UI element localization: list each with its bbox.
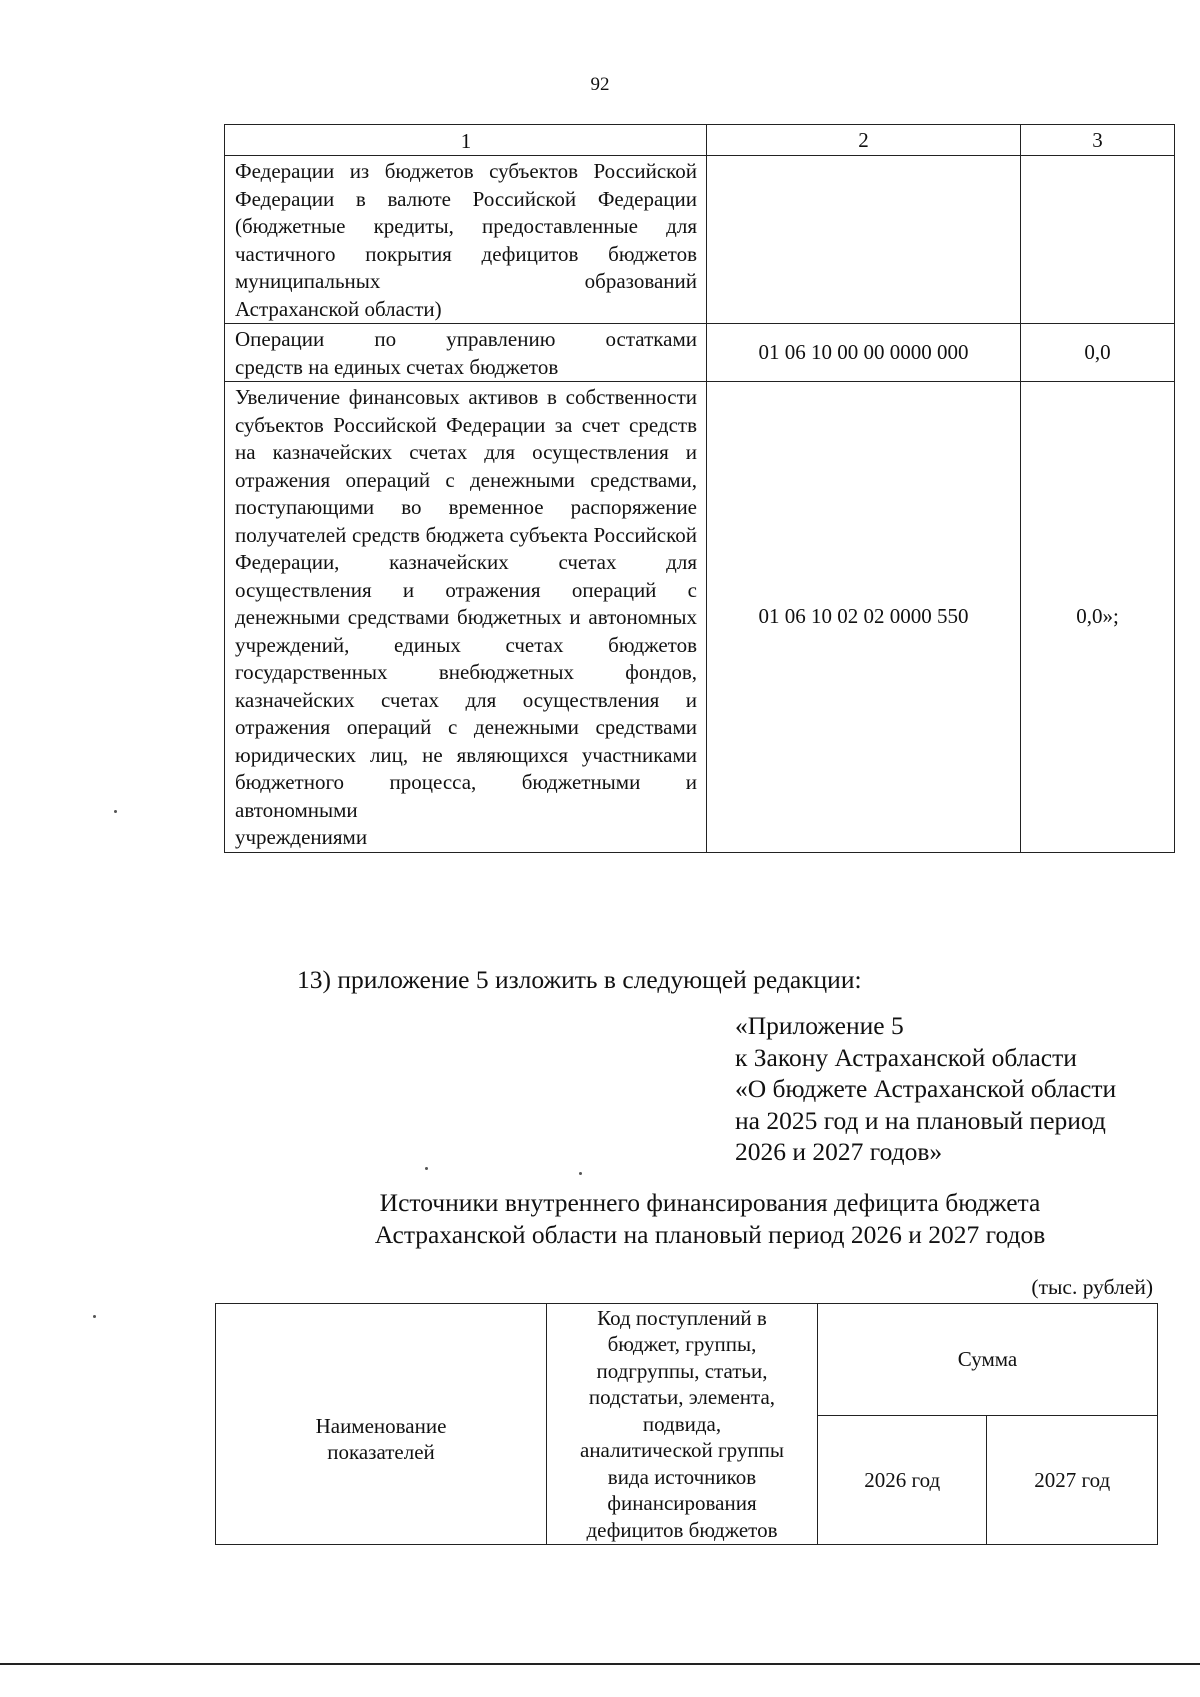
table-header-row — [225, 125, 1175, 156]
row-name-line: казначейских счетах для осуществления и — [235, 550, 697, 602]
row-name — [225, 324, 707, 382]
row-name-line: бюджета субъекта Российской Федерации, — [235, 522, 697, 574]
row-name-line: Увеличение финансовых активов в — [235, 385, 557, 409]
title-line: Астраханской области на плановый период 2026 и 2027 годов — [374, 1219, 1046, 1249]
row-name-line: казначейских счетах для осуществления и — [235, 687, 697, 712]
header-line: финансирования — [607, 1491, 757, 1516]
row-name-line: учреждениями — [235, 825, 368, 849]
header-line: вида источников — [607, 1464, 757, 1489]
header-line: бюджет, группы, — [607, 1332, 757, 1357]
appendix-line: 2026 и 2027 годов» — [735, 1137, 943, 1166]
header-line: Наименование — [315, 1413, 447, 1438]
row-name-line: покрытия дефицитов бюджетов — [365, 241, 697, 266]
amendment-paragraph: 13) приложение 5 изложить в следующей редакции: — [297, 965, 862, 994]
row-name-line: кредиты, предоставленные для частичного — [235, 214, 697, 266]
units-label: (тыс. рублей) — [1031, 1275, 1153, 1299]
row-name-line: Федерации за счет средств на — [235, 412, 698, 464]
row-name-line: являющихся участниками бюджетного — [235, 742, 698, 794]
row-value: 0,0»; — [1021, 382, 1175, 853]
row-name-line: отражения операций с денежными — [235, 715, 579, 739]
row-name-line: распоряжение получателей средств — [235, 495, 697, 547]
row-name — [225, 156, 707, 324]
header-line: показателей — [327, 1440, 435, 1464]
row-value: 0,0 — [1021, 324, 1175, 382]
row-code: 01 06 10 02 02 0000 550 — [707, 382, 1021, 853]
page-number: 92 — [590, 74, 610, 95]
document-title — [0, 1187, 1200, 1250]
header-line: подвида, — [642, 1411, 722, 1436]
sources-table-continued — [224, 124, 1175, 853]
name-column-header — [216, 1304, 547, 1545]
row-name-line: Российской Федерации в валюте — [235, 159, 698, 211]
appendix-line: «О бюджете Астраханской области — [735, 1074, 1117, 1103]
title-line: Источники внутреннего финансирования дефицита бюджета — [379, 1188, 1041, 1217]
header-line: подстатьи, элемента, — [588, 1385, 776, 1410]
scan-speck — [93, 1315, 96, 1318]
row-name-line: Астраханской области) — [235, 296, 442, 321]
appendix-line: на 2025 год и на плановый период — [735, 1105, 1106, 1135]
column-number-1: 1 — [225, 125, 707, 156]
row-name-line: Операции по управлению остатками — [235, 327, 697, 351]
row-name-line: средствами юридических лиц, не — [235, 715, 698, 767]
table-row — [225, 324, 1175, 382]
scan-speck — [425, 1167, 428, 1170]
year-2026-header: 2026 год — [818, 1416, 987, 1545]
column-number-2: 2 — [707, 125, 1021, 156]
bottom-rule — [0, 1663, 1200, 1665]
row-name-line: отражения операций с денежными — [235, 467, 575, 492]
row-value — [1021, 156, 1175, 324]
row-name-line: казначейских счетах для осуществления и — [272, 440, 697, 464]
scan-speck — [114, 810, 117, 813]
sum-column-header: Сумма — [818, 1304, 1158, 1416]
row-name-line: отражения операций с денежными — [235, 577, 697, 629]
row-name-line: средств на единых счетах бюджетов — [235, 354, 559, 379]
row-name-line: средствами бюджетных и автономных — [347, 605, 697, 629]
row-name-line: Российской Федерации (бюджетные — [235, 186, 698, 238]
header-line: подгруппы, статьи, — [596, 1358, 768, 1383]
header-line: аналитической группы — [580, 1438, 784, 1463]
row-name-line: государственных внебюджетных фондов, — [235, 660, 697, 684]
row-name-line: муниципальных образований — [235, 269, 697, 293]
header-line: Код поступлений в — [597, 1305, 767, 1330]
row-code: 01 06 10 00 00 0000 000 — [707, 324, 1021, 382]
table-row — [225, 382, 1175, 853]
row-name-line: процесса, бюджетными и автономными — [235, 770, 697, 822]
header-line: дефицитов бюджетов — [586, 1517, 778, 1542]
row-name-line: средствами, поступающими во временное — [235, 467, 698, 519]
sources-table-2026-2027 — [215, 1303, 1158, 1545]
row-code — [707, 156, 1021, 324]
appendix-line: «Приложение 5 — [735, 1011, 904, 1040]
column-number-3: 3 — [1021, 125, 1175, 156]
appendix-header — [735, 1010, 1116, 1168]
table-header-row — [216, 1304, 1158, 1416]
year-2027-header: 2027 год — [987, 1416, 1158, 1545]
scan-speck — [579, 1172, 582, 1175]
row-name-line: собственности субъектов Российской — [235, 385, 697, 437]
row-name-line: учреждений, единых счетах бюджетов — [235, 632, 697, 657]
appendix-line: к Закону Астраханской области — [735, 1042, 1077, 1072]
code-column-header — [547, 1304, 818, 1545]
row-name-line: Федерации из бюджетов субъектов — [235, 159, 578, 183]
row-name — [225, 382, 707, 853]
table-row — [225, 156, 1175, 324]
